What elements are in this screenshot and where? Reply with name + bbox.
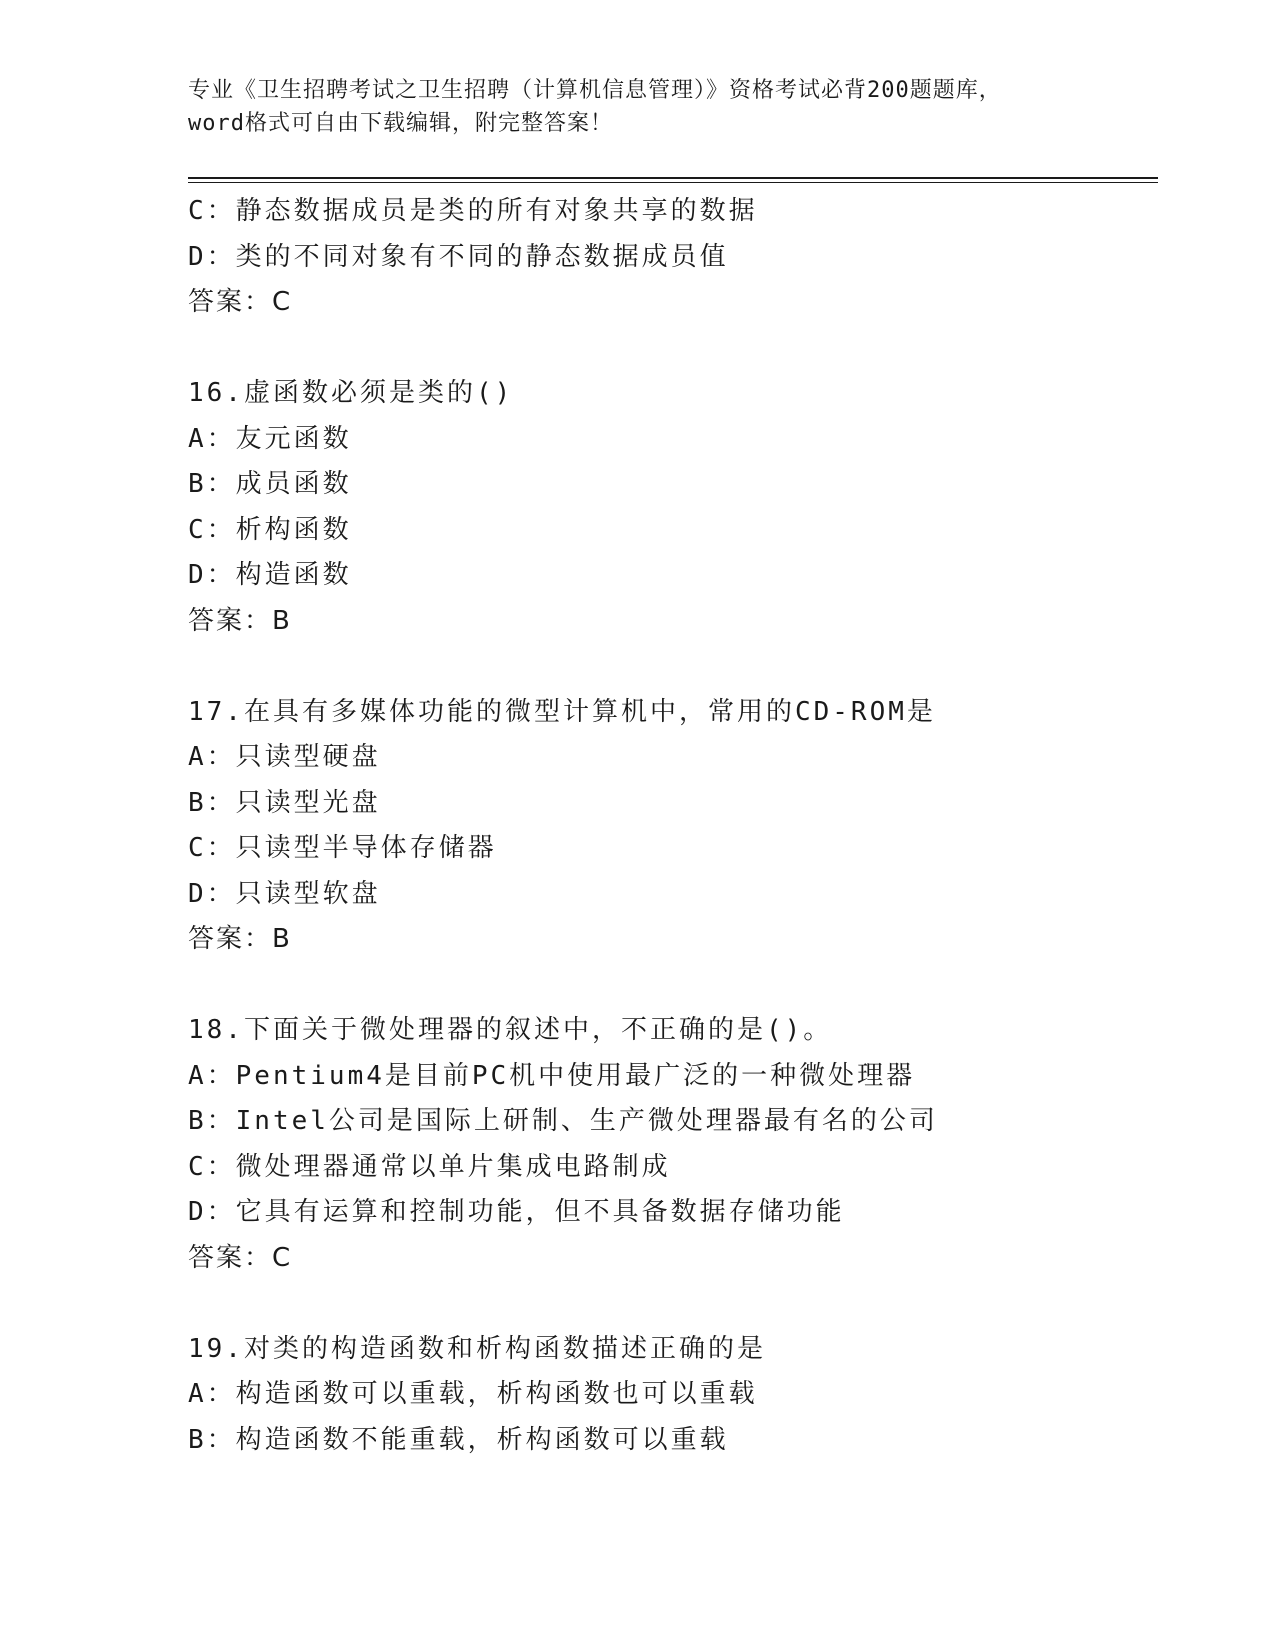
option-a: A：友元函数	[188, 423, 352, 454]
spacer	[188, 1281, 1188, 1327]
question-17	[188, 690, 1188, 963]
question-text: 19.对类的构造函数和析构函数描述正确的是	[188, 1333, 766, 1364]
spacer	[188, 963, 1188, 1009]
option-d: D：它具有运算和控制功能，但不具备数据存储功能	[188, 1197, 845, 1227]
question-list	[188, 189, 1188, 1463]
option-b: B：Intel公司是国际上研制、生产微处理器最有名的公司	[188, 1106, 938, 1136]
spacer	[188, 644, 1188, 690]
answer: 答案：C	[188, 287, 293, 317]
option-c: C：静态数据成员是类的所有对象共享的数据	[188, 196, 758, 226]
header-title-line-1: 专业《卫生招聘考试之卫生招聘（计算机信息管理）》资格考试必背200题题库，	[188, 78, 1002, 103]
question-text: 18.下面关于微处理器的叙述中，不正确的是()。	[188, 1015, 833, 1045]
question-15-continued	[188, 189, 1188, 326]
option-c: C：只读型半导体存储器	[188, 833, 497, 863]
header-divider-thin	[188, 182, 1158, 183]
answer: 答案：B	[188, 924, 292, 954]
header-divider-thick	[188, 177, 1158, 179]
header-title-line-2: word格式可自由下载编辑，附完整答案！	[188, 111, 613, 136]
option-a: A：只读型硬盘	[188, 742, 381, 772]
option-d: D：类的不同对象有不同的静态数据成员值	[188, 241, 729, 272]
answer: 答案：C	[188, 1242, 293, 1273]
spacer	[188, 326, 1188, 372]
question-text: 17.在具有多媒体功能的微型计算机中，常用的CD-ROM是	[188, 696, 936, 727]
option-c: C：微处理器通常以单片集成电路制成	[188, 1151, 671, 1182]
option-b: B：成员函数	[188, 469, 352, 499]
question-19	[188, 1327, 1188, 1464]
option-a: A：构造函数可以重载，析构函数也可以重载	[188, 1379, 758, 1409]
option-d: D：构造函数	[188, 560, 352, 590]
option-b: B：只读型光盘	[188, 787, 381, 818]
option-a: A：Pentium4是目前PC机中使用最广泛的一种微处理器	[188, 1060, 916, 1091]
answer: 答案：B	[188, 605, 292, 636]
option-c: C：析构函数	[188, 514, 352, 545]
option-b: B：构造函数不能重载，析构函数可以重载	[188, 1424, 729, 1455]
question-18	[188, 1008, 1188, 1281]
question-text: 16.虚函数必须是类的()	[188, 378, 514, 408]
question-16	[188, 371, 1188, 644]
document-header	[188, 74, 1088, 140]
option-d: D：只读型软盘	[188, 878, 381, 909]
